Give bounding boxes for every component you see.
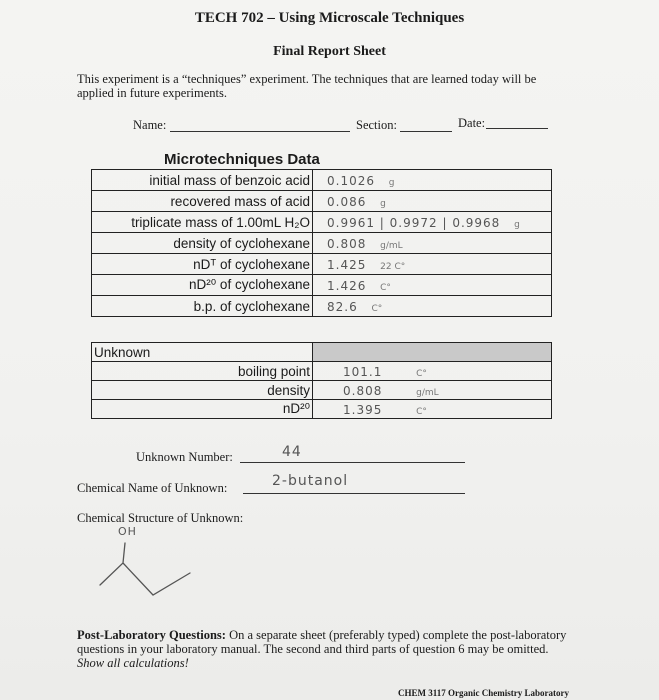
- data-row-value: 82.6: [327, 299, 358, 314]
- course-footer: CHEM 3117 Organic Chemistry Laboratory: [398, 688, 569, 698]
- post-lab-body: On a separate sheet (preferably typed) complete the post-laboratory questions in your laboratory manual. The second and third parts of question 6 may be omitted.: [77, 628, 567, 656]
- unknown-header-shade: [313, 343, 552, 362]
- unknown-row: [92, 400, 552, 419]
- data-row-value-cell[interactable]: [313, 275, 552, 296]
- unknown-row-value-cell[interactable]: [313, 381, 552, 400]
- post-lab-emphasis: Show all calculations!: [77, 656, 189, 670]
- data-row-label: nDᵀ of cyclohexane: [92, 254, 313, 275]
- data-row: [92, 275, 552, 296]
- data-row-label: b.p. of cyclohexane: [92, 296, 313, 317]
- unknown-header: Unknown: [92, 343, 313, 362]
- data-row-unit: g/mL: [380, 240, 403, 251]
- page-subtitle: Final Report Sheet: [273, 44, 386, 59]
- unknown-row: [92, 362, 552, 381]
- data-row-label: density of cyclohexane: [92, 233, 313, 254]
- data-row-unit: g: [380, 198, 386, 209]
- data-row-value-cell[interactable]: [313, 296, 552, 317]
- structure-oh-group: OH: [118, 525, 137, 538]
- data-row: [92, 296, 552, 317]
- unknown-row-label: boiling point: [92, 362, 313, 381]
- unknown-row: [92, 381, 552, 400]
- unknown-row-unit: C°: [416, 368, 427, 379]
- page-title: TECH 702 – Using Microscale Techniques: [194, 10, 465, 26]
- microtechniques-table: [91, 169, 552, 317]
- chemical-name-field[interactable]: [243, 493, 465, 494]
- data-row-value: 0.808: [327, 236, 367, 251]
- data-row-value: 0.9961 | 0.9972 | 0.9968: [327, 215, 501, 230]
- data-row: [92, 191, 552, 212]
- data-row-unit: g: [514, 219, 520, 230]
- unknown-header-row: [92, 343, 552, 362]
- unknown-row-label: nD²⁰: [92, 400, 313, 419]
- data-row-unit: C°: [371, 303, 383, 314]
- unknown-row-unit: C°: [416, 406, 427, 417]
- name-label: Name:: [133, 118, 167, 132]
- chemical-name-value: 2-butanol: [272, 473, 349, 489]
- unknown-row-label: density: [92, 381, 313, 400]
- data-row-value: 1.426: [327, 278, 367, 293]
- data-row-value: 0.086: [327, 194, 367, 209]
- data-row-unit: 22 C°: [380, 261, 406, 272]
- post-lab-questions: [77, 628, 567, 670]
- data-row-label: initial mass of benzoic acid: [92, 170, 313, 191]
- unknown-row-value: 0.808: [343, 383, 383, 398]
- data-row: [92, 254, 552, 275]
- date-field[interactable]: [486, 128, 548, 129]
- data-row-value: 0.1026: [327, 173, 375, 188]
- data-row-label: triplicate mass of 1.00mL H₂O: [92, 212, 313, 233]
- unknown-row-unit: g/mL: [416, 387, 439, 398]
- unknown-row-value: 1.395: [343, 402, 383, 417]
- intro-text: This experiment is a “techniques” experiment. The techniques that are learned today will be applied in future experiments.: [77, 72, 537, 100]
- data-row-unit: g: [388, 177, 395, 188]
- data-section-title: Microtechniques Data: [164, 151, 320, 168]
- data-row: [92, 212, 552, 233]
- date-label: Date:: [458, 116, 486, 130]
- unknown-row-value-cell[interactable]: [313, 400, 552, 419]
- data-row-label: nD²⁰ of cyclohexane: [92, 275, 313, 296]
- structure-drawing: [95, 535, 205, 610]
- unknown-row-value-cell[interactable]: [313, 362, 552, 381]
- unknown-number-label: Unknown Number:: [136, 450, 233, 464]
- post-lab-heading: Post-Laboratory Questions:: [77, 628, 226, 642]
- data-row: [92, 233, 552, 254]
- unknown-table: [91, 342, 552, 419]
- unknown-number-field[interactable]: [240, 462, 465, 463]
- structure-label: Chemical Structure of Unknown:: [77, 511, 244, 525]
- data-row-label: recovered mass of acid: [92, 191, 313, 212]
- chemical-name-label: Chemical Name of Unknown:: [77, 481, 228, 495]
- data-row-value-cell[interactable]: [313, 191, 552, 212]
- data-row: [92, 170, 552, 191]
- unknown-row-value: 101.1: [343, 364, 383, 379]
- data-row-value: 1.425: [327, 257, 367, 272]
- data-row-value-cell[interactable]: [313, 254, 552, 275]
- name-field[interactable]: [170, 131, 350, 132]
- data-row-value-cell[interactable]: [313, 233, 552, 254]
- data-row-value-cell[interactable]: [313, 170, 552, 191]
- data-row-value-cell[interactable]: [313, 212, 552, 233]
- section-label: Section:: [356, 118, 397, 132]
- unknown-number-value: 44: [282, 444, 302, 460]
- section-field[interactable]: [400, 131, 452, 132]
- data-row-unit: C°: [380, 282, 391, 293]
